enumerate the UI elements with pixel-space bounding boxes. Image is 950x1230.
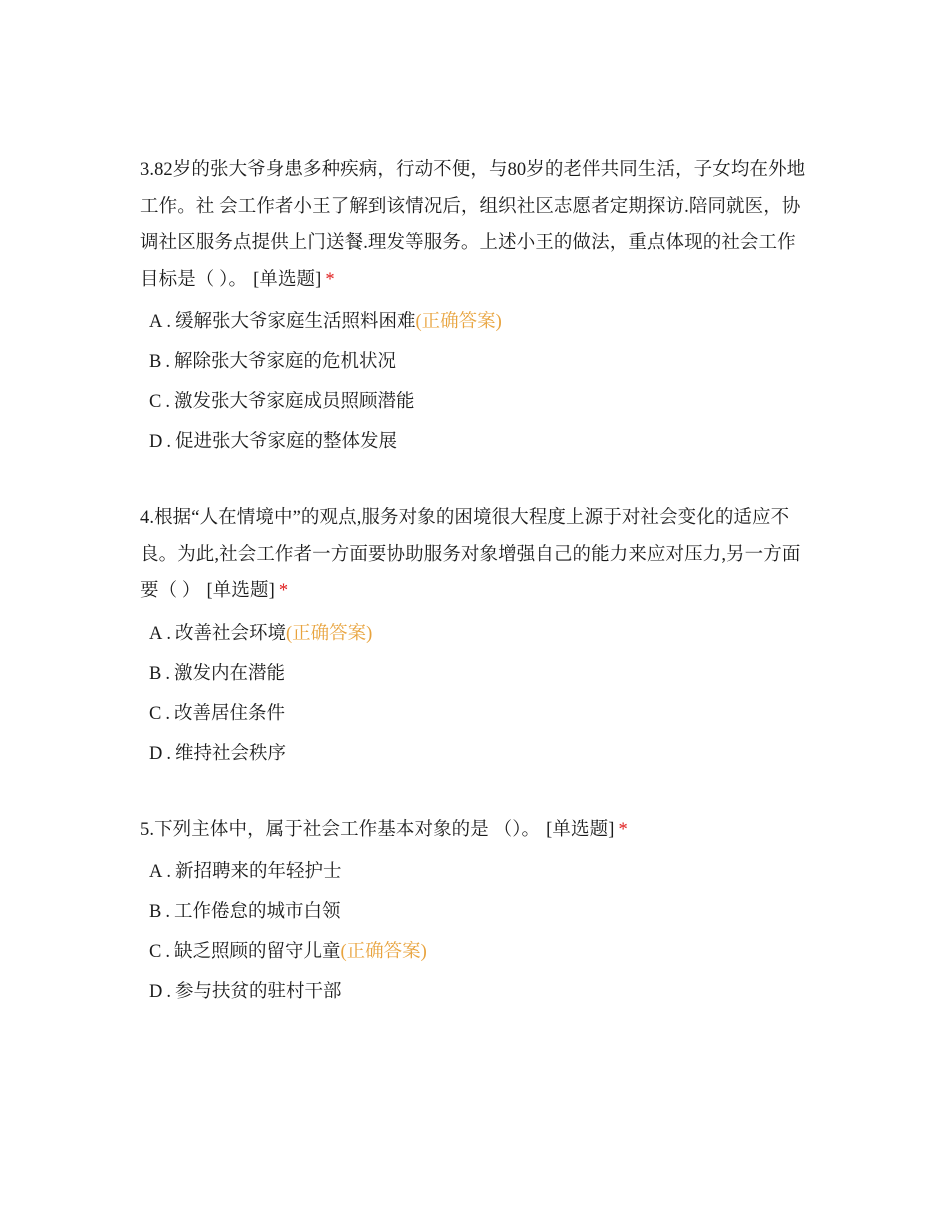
required-marker: * xyxy=(618,819,628,840)
option-d[interactable]: D . 维持社会秩序 xyxy=(149,743,287,764)
option-list xyxy=(140,302,810,462)
question-stem: 3.82岁的张大爷身患多种疾病，行动不便，与80岁的老伴共同生活，子女均在外地工作。社 会工作者小王了解到该情况后，组织社区志愿者定期探访.陪同就医，协调社区服务点提供上门送餐.理发等服务。上述小王的做法，重点体现的社会工作目标是（ ）。 xyxy=(140,160,806,290)
option-text: 改善居住条件 xyxy=(173,703,285,724)
option-letter: D xyxy=(149,982,163,1002)
option-c[interactable]: C . 激发张大爷家庭成员照顾潜能 xyxy=(149,392,415,412)
question-text xyxy=(140,152,810,298)
option-text: 促进张大爷家庭的整体发展 xyxy=(175,432,398,452)
option-letter: B xyxy=(149,902,162,922)
option-letter: A xyxy=(149,623,163,644)
question-type-tag: [单选题] xyxy=(253,269,322,290)
option-text: 改善社会环境 xyxy=(175,623,287,644)
option-text: 激发内在潜能 xyxy=(173,663,285,684)
required-marker: * xyxy=(325,269,335,290)
option-text: 缓解张大爷家庭生活照料困难 xyxy=(175,312,416,332)
option-letter: B xyxy=(149,663,162,684)
question-type-tag: [单选题] xyxy=(546,819,615,840)
option-b[interactable]: B . 激发内在潜能 xyxy=(149,663,285,684)
option-a[interactable]: A . 改善社会环境(正确答案) xyxy=(149,623,373,644)
option-letter: C xyxy=(149,942,162,962)
option-text: 解除张大爷家庭的危机状况 xyxy=(173,352,396,372)
correct-answer-mark: (正确答案) xyxy=(340,942,427,962)
option-c[interactable]: C . 缺乏照顾的留守儿童(正确答案) xyxy=(149,942,427,962)
option-text: 缺乏照顾的留守儿童 xyxy=(173,942,341,962)
question-text xyxy=(140,812,810,849)
question-type-tag: [单选题] xyxy=(206,581,275,601)
question-list xyxy=(140,152,810,1050)
question-3 xyxy=(140,152,810,462)
option-list xyxy=(140,852,810,1012)
option-a[interactable]: A . 缓解张大爷家庭生活照料困难(正确答案) xyxy=(149,312,502,332)
option-letter: D xyxy=(149,743,163,764)
correct-answer-mark: (正确答案) xyxy=(415,312,502,332)
question-4 xyxy=(140,500,810,774)
option-letter: C xyxy=(149,392,162,412)
correct-answer-mark: (正确答案) xyxy=(286,623,373,644)
option-c[interactable]: C . 改善居住条件 xyxy=(149,703,285,724)
option-letter: A xyxy=(149,862,163,882)
question-stem: 5.下列主体中，属于社会工作基本对象的是 （）。 xyxy=(140,819,541,840)
option-text: 新招聘来的年轻护士 xyxy=(175,862,342,882)
question-5 xyxy=(140,812,810,1013)
option-text: 参与扶贫的驻村干部 xyxy=(175,982,342,1002)
option-d[interactable]: D . 参与扶贫的驻村干部 xyxy=(149,982,342,1002)
option-d[interactable]: D . 促进张大爷家庭的整体发展 xyxy=(149,432,398,452)
option-text: 工作倦怠的城市白领 xyxy=(173,902,341,922)
option-b[interactable]: B . 工作倦怠的城市白领 xyxy=(149,902,341,922)
option-a[interactable]: A . 新招聘来的年轻护士 xyxy=(149,862,342,882)
required-marker: * xyxy=(278,581,289,601)
option-letter: A xyxy=(149,312,163,332)
option-list xyxy=(140,614,810,774)
question-stem: 4.根据“人在情境中”的观点,服务对象的困境很大程度上源于对社会变化的适应不良。为此,社会工作者一方面要协助服务对象增强自己的能力来应对压力,另一方面要（ ） xyxy=(140,508,801,601)
option-text: 激发张大爷家庭成员照顾潜能 xyxy=(173,392,415,412)
option-b[interactable]: B . 解除张大爷家庭的危机状况 xyxy=(149,352,396,372)
option-letter: B xyxy=(149,352,162,372)
option-letter: D xyxy=(149,432,163,452)
option-letter: C xyxy=(149,703,162,724)
question-text xyxy=(140,500,810,610)
option-text: 维持社会秩序 xyxy=(175,743,287,764)
